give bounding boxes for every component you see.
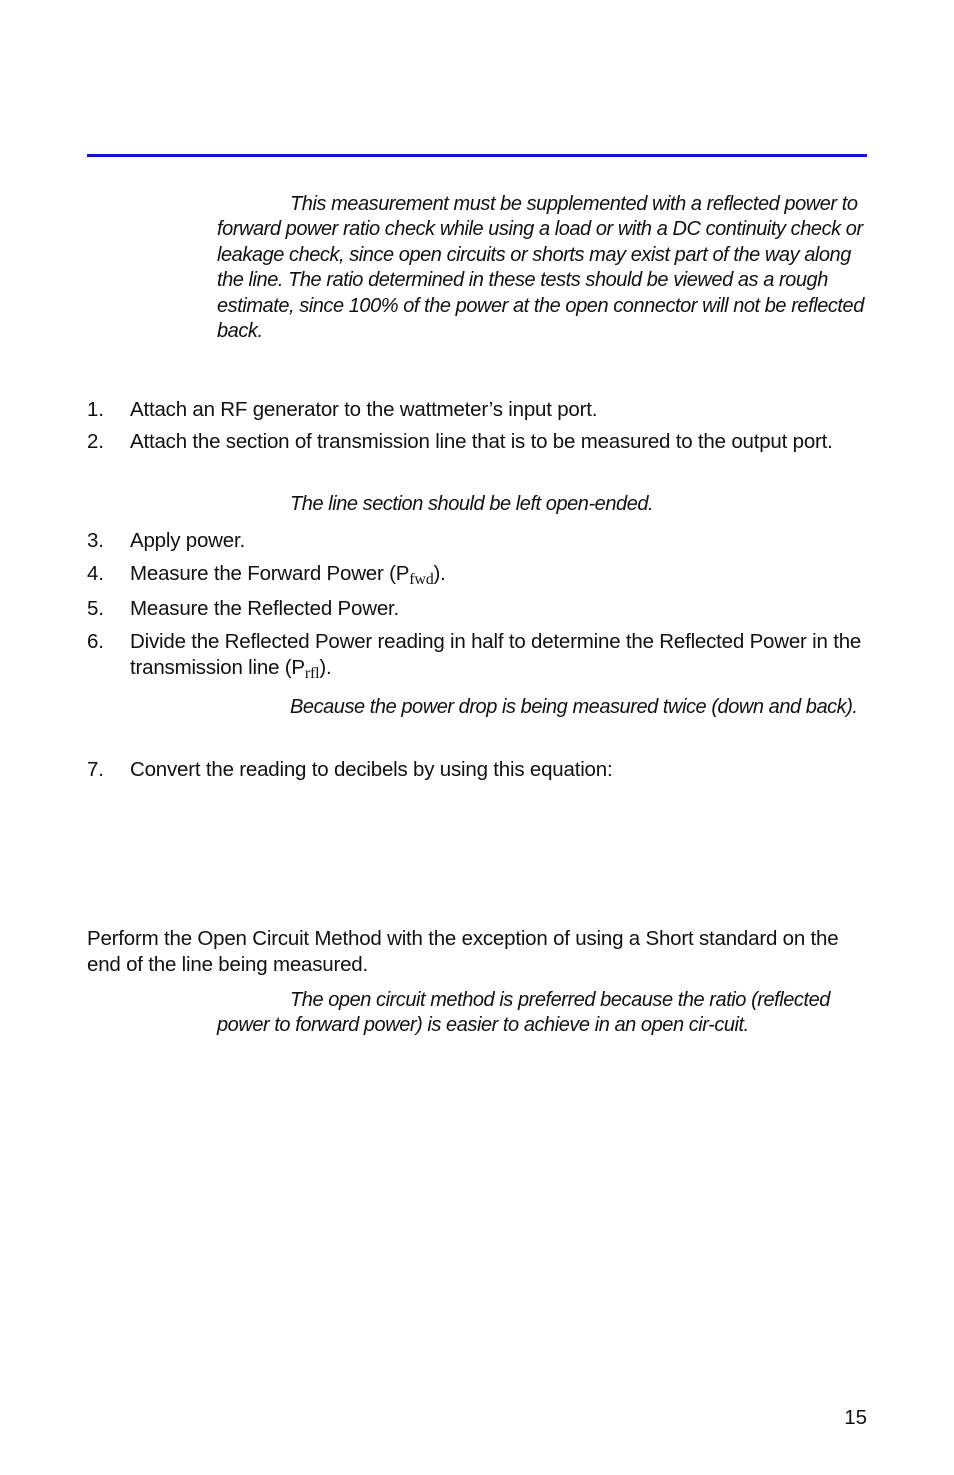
step-5 <box>87 596 867 622</box>
note-supplement: This measurement must be supplemented with a reflected power to forward power ratio check while using a load or with a DC continuity check or leakage check, since open circuits or shorts may exist part of the way along the line. The ratio determined in these tests should be viewed as a rough estimate, since 100% of the power at the open connector will not be reflected back. <box>217 193 864 343</box>
step-7 <box>87 757 867 783</box>
step-number: 4. <box>87 562 104 585</box>
step-text: Convert the reading to decibels by using this equation: <box>130 758 613 781</box>
step-text <box>130 561 867 587</box>
step-text-post: ). <box>433 562 446 585</box>
step-text: Measure the Reflected Power. <box>130 597 400 620</box>
step-number: 6. <box>87 630 104 653</box>
step-text-pre: Measure the Forward Power (P <box>130 562 410 585</box>
note-open-ended: The line section should be left open-ended. <box>290 493 654 515</box>
step-number: 5. <box>87 597 104 620</box>
step-text-pre: Divide the Reflected Power reading in half to determine the Reflected Power in the transmission line (P <box>130 630 862 679</box>
page-number: 15 <box>844 1406 867 1429</box>
step-2 <box>87 429 867 455</box>
header-rule <box>87 154 867 157</box>
subscript-rfl: rfl <box>304 664 320 682</box>
step-text <box>130 629 867 680</box>
step-number: 2. <box>87 430 104 453</box>
step-text: Apply power. <box>130 529 245 552</box>
step-4 <box>87 561 867 587</box>
step-number: 1. <box>87 398 104 421</box>
step-number: 7. <box>87 758 104 781</box>
step-1 <box>87 397 867 423</box>
note-measured-twice: Because the power drop is being measured twice (down and back). <box>290 696 858 718</box>
step-3 <box>87 528 867 554</box>
step-text: Attach the section of transmission line that is to be measured to the output port. <box>130 430 833 453</box>
short-method-paragraph: Perform the Open Circuit Method with the exception of using a Short standard on the end of the line being measured. <box>87 927 839 976</box>
step-text: Attach an RF generator to the wattmeter’s input port. <box>130 398 598 421</box>
note-preferred: The open circuit method is preferred because the ratio (reflected power to forward power) is easier to achieve in an open cir-cuit. <box>217 989 830 1037</box>
step-text-post: ). <box>319 655 332 679</box>
step-number: 3. <box>87 529 104 552</box>
step-6 <box>87 629 867 680</box>
subscript-fwd: fwd <box>409 571 434 588</box>
